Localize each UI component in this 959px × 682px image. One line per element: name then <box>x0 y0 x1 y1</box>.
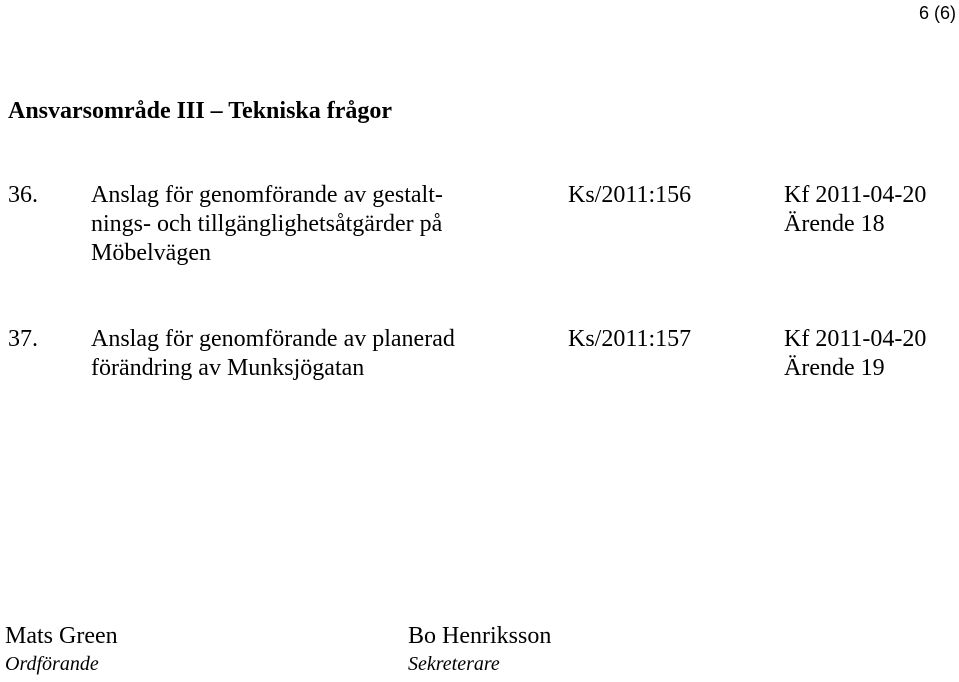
item-meeting <box>784 181 926 239</box>
item-title-line: nings- och tillgänglighetsåtgärder på <box>91 211 443 237</box>
item-title-line: förändring av Munksjögatan <box>91 355 365 381</box>
item-number: 36. <box>8 182 38 208</box>
item-title-line: Möbelvägen <box>91 240 211 266</box>
item-meeting-line: Kf 2011-04-20 <box>784 182 927 208</box>
signature-role-secretary: Sekreterare <box>408 653 500 675</box>
item-number: 37. <box>8 326 38 352</box>
item-meeting-line: Kf 2011-04-20 <box>784 326 927 352</box>
signature-role-chair: Ordförande <box>5 653 99 675</box>
item-title-line: Anslag för genomförande av gestalt- <box>91 182 443 208</box>
section-heading: Ansvarsområde III – Tekniska frågor <box>8 98 393 124</box>
item-meeting-line: Ärende 18 <box>784 211 885 237</box>
item-reference: Ks/2011:156 <box>568 182 692 208</box>
item-reference: Ks/2011:157 <box>568 326 692 352</box>
item-title <box>91 325 455 383</box>
signature-name-chair: Mats Green <box>5 623 118 649</box>
page-number: 6 (6) <box>918 3 956 23</box>
item-meeting-line: Ärende 19 <box>784 355 885 381</box>
item-title <box>91 181 443 268</box>
item-meeting <box>784 325 926 383</box>
signature-name-secretary: Bo Henriksson <box>408 623 552 649</box>
item-title-line: Anslag för genomförande av planerad <box>91 326 455 352</box>
